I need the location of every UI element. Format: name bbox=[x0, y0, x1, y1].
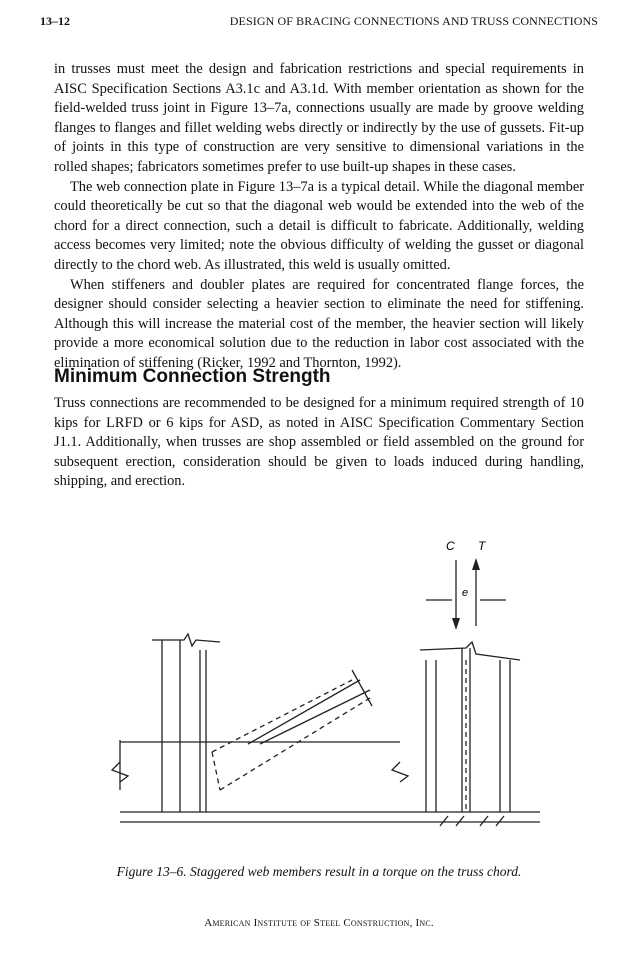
body-text bbox=[54, 60, 584, 374]
diagonal-hidden bbox=[212, 680, 370, 790]
section-flange-right bbox=[500, 660, 510, 812]
truss-drawing bbox=[100, 530, 560, 850]
label-t: T bbox=[478, 539, 486, 553]
page-footer: American Institute of Steel Construction, Inc. bbox=[204, 917, 434, 929]
force-t-arrowhead bbox=[472, 558, 480, 570]
section-body bbox=[54, 394, 584, 492]
vertical-member bbox=[162, 640, 206, 812]
paragraph-1: in trusses must meet the design and fabrication restrictions and special requirements in AISC Specification Sections A3.1c and A3.1d. With member orientation as shown for the field-welded truss joint in Figure 13–7a, connections usually are made by groove welding flanges to flanges and fillet welding webs directly or indirectly by the use of gussets. Fit-up of joints in this type of construction are very sensitive to dimensional variations in the rolled shapes; fabricators sometimes prefer to use built-up shapes in these cases. bbox=[54, 61, 584, 175]
running-title: DESIGN OF BRACING CONNECTIONS AND TRUSS CONNECTIONS bbox=[229, 14, 598, 28]
section-hatch bbox=[440, 816, 504, 826]
paragraph-2: The web connection plate in Figure 13–7a is a typical detail. While the diagonal member could theoretically be cut so that the diagonal web would be extended into the web of the chord for a direct connection, such a detail is difficult to fabricate. Additionally, welding access becomes very limited; note the obvious difficulty of welding the gusset or diagonal directly to the chord web. As illustrated, this weld is usually omitted. bbox=[54, 178, 584, 273]
paragraph-3: When stiffeners and doubler plates are required for concentrated flange forces, the designer should consider selecting a heavier section to eliminate the need for stiffening. Although this will increase the material cost of the member, the heavier section will likely provide a more economical solution due to the reduction in labor cost associated with the elimination of stiffening (Ricker, 1992 and Thornton, 1992). bbox=[54, 276, 584, 371]
diagonal-member bbox=[248, 680, 370, 744]
label-e: e bbox=[462, 587, 469, 599]
label-c: C bbox=[446, 539, 455, 553]
chord-bottom-flange bbox=[120, 812, 540, 822]
section-heading: Minimum Connection Strength bbox=[54, 366, 331, 387]
figure-caption: Figure 13–6. Staggered web members result in a torque on the truss chord. bbox=[116, 864, 522, 879]
page-header bbox=[40, 14, 598, 30]
section-paragraph: Truss connections are recommended to be designed for a minimum required strength of 10 kips for LRFD or 6 kips for ASD, as noted in AISC Specification Commentary Section J1.1. Additionally, when trusses are shop assembled or field assembled on the ground for subsequent erection, consideration should be given to loads induced during handling, shipping, and erection. bbox=[54, 395, 584, 490]
force-c-arrowhead bbox=[452, 618, 460, 630]
diagonal-end bbox=[352, 670, 372, 706]
page-number: 13–12 bbox=[40, 14, 70, 28]
section-flange-left bbox=[426, 660, 436, 812]
chord-break-right bbox=[392, 762, 408, 782]
truss-figure bbox=[100, 530, 560, 850]
